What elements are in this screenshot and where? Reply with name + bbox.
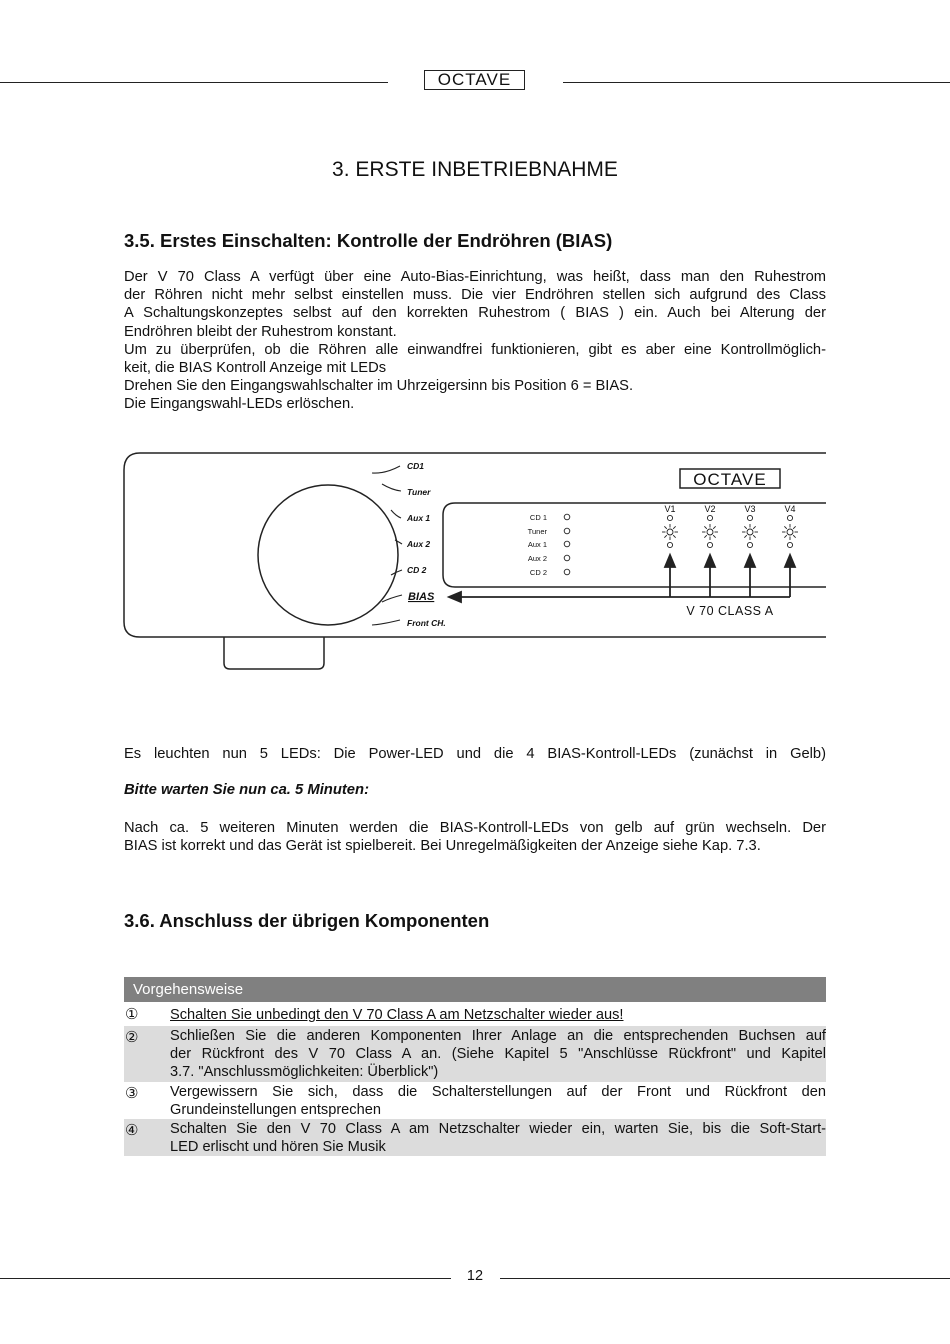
tube-label-v1: V1: [664, 504, 676, 514]
tube-led: [787, 515, 792, 520]
tube-led: [667, 542, 672, 547]
front-panel-diagram: [0, 440, 950, 680]
input-led: [564, 555, 570, 561]
table-row: [124, 1026, 826, 1082]
step-number: ④: [125, 1122, 139, 1139]
body-line: Nach ca. 5 weiteren Minuten werden die BIAS-Kontroll-LEDs von gelb auf grün wechseln. Der: [124, 820, 826, 836]
procedure-table: [124, 977, 826, 1156]
bias-result-text: [124, 819, 826, 855]
led-label-aux2: Aux 2: [527, 554, 547, 563]
step-number: ①: [125, 1006, 139, 1023]
tube-led: [707, 515, 712, 520]
tube-led-lit: [702, 524, 718, 540]
arrow-head: [449, 592, 461, 602]
page-number: 12: [466, 1268, 484, 1284]
table-row: [124, 1002, 826, 1026]
step-text: Schalten Sie unbedingt den V 70 Class A am Netzschalter wieder aus!: [170, 1007, 624, 1023]
page-title: 3. ERSTE INBETRIEBNAHME: [332, 158, 618, 181]
tube-led-lit: [662, 524, 678, 540]
input-led: [564, 541, 570, 547]
tube-label-v4: V4: [784, 504, 796, 514]
tube-led: [747, 542, 752, 547]
body-line: Endröhren bleibt der Ruhestrom konstant.: [124, 323, 397, 340]
tube-led: [667, 515, 672, 520]
body-line: BIAS ist korrekt und das Gerät ist spielbereit. Bei Unregelmäßigkeiten der Anzeige siehe Kap. 7.3.: [124, 838, 761, 855]
input-led: [564, 514, 570, 520]
arrow-head: [745, 555, 755, 567]
arrow-head: [665, 555, 675, 567]
step-text: der Rückfront des V 70 Class A an. (Siehe Kapitel 5 "Anschlüsse Rückfront" und Kapitel: [170, 1046, 826, 1062]
tube-led: [747, 515, 752, 520]
body-line: Die Eingangswahl-LEDs erlöschen.: [124, 396, 355, 413]
knob-label-aux1: Aux 1: [407, 513, 431, 523]
body-line: der Röhren nicht mehr selbst einstellen muss. Die vier Endröhren stellen sich aufgrund des Class: [124, 287, 826, 304]
led-label-cd2: CD 2: [529, 568, 547, 577]
section-3-5-body: [124, 268, 826, 414]
input-led: [564, 528, 570, 534]
knob-label-cd2: CD 2: [407, 565, 427, 575]
step-text: 3.7. "Anschlussmöglichkeiten: Überblick"): [170, 1064, 439, 1080]
body-line: Es leuchten nun 5 LEDs: Die Power-LED und die 4 BIAS-Kontroll-LEDs (zunächst in Gelb): [124, 746, 826, 762]
knob-label-tuner: Tuner: [407, 487, 431, 497]
led-label-tuner: Tuner: [527, 527, 547, 536]
octave-logo: OCTAVE: [424, 70, 525, 90]
arrow-head: [785, 555, 795, 567]
wait-text: Bitte warten Sie nun ca. 5 Minuten:: [124, 782, 370, 798]
body-line: Drehen Sie den Eingangswahlschalter im Uhrzeigersinn bis Position 6 = BIAS.: [124, 378, 634, 395]
header-rule-left: [0, 82, 388, 83]
tube-led: [707, 542, 712, 547]
step-text: Grundeinstellungen entsprechen: [170, 1102, 381, 1118]
step-text: LED erlischt und hören Sie Musik: [170, 1139, 386, 1155]
knob-label-front: Front CH.: [407, 618, 446, 628]
tube-led: [787, 542, 792, 547]
tube-label-v3: V3: [744, 504, 756, 514]
knob-label-bias: BIAS: [408, 591, 435, 603]
input-led: [564, 569, 570, 575]
step-text: Schließen Sie die anderen Komponenten Ihrer Anlage an die entsprechenden Buchsen auf: [170, 1028, 826, 1044]
knob-label-aux2: Aux 2: [407, 539, 431, 549]
led-label-aux1: Aux 1: [527, 540, 547, 549]
leds-text: [124, 745, 826, 763]
section-heading-3-6: 3.6. Anschluss der übrigen Komponenten: [124, 910, 490, 931]
panel-logo: OCTAVE: [693, 470, 767, 489]
body-line: Um zu überprüfen, ob die Röhren alle einwandfrei funktionieren, gibt es aber eine Kontrollmöglich-: [124, 341, 826, 358]
model-label: V 70 CLASS A: [686, 604, 774, 618]
body-line: keit, die BIAS Kontroll Anzeige mit LEDs: [124, 360, 387, 377]
arrow-head: [705, 555, 715, 567]
input-selector-knob: [258, 485, 398, 625]
step-number: ③: [125, 1085, 139, 1102]
header-rule-right: [563, 82, 950, 83]
tube-label-v2: V2: [704, 504, 716, 514]
led-label-cd1: CD 1: [529, 513, 547, 522]
step-text: Vergewissern Sie sich, dass die Schalterstellungen auf der Front und Rückfront den: [170, 1084, 826, 1100]
table-row: [124, 1119, 826, 1156]
table-header: Vorgehensweise: [124, 977, 826, 1002]
knob-label-cd1: CD1: [407, 461, 425, 471]
step-text: Schalten Sie den V 70 Class A am Netzschalter wieder ein, warten Sie, bis die Soft-Start-: [170, 1121, 826, 1137]
table-row: [124, 1082, 826, 1119]
tube-led-lit: [782, 524, 798, 540]
body-line: A Schaltungskonzeptes selbst auf den korrekten Ruhestrom ( BIAS ) ein. Auch bei Alterung der: [124, 305, 826, 322]
step-number: ②: [125, 1029, 139, 1046]
section-heading-3-5: 3.5. Erstes Einschalten: Kontrolle der Endröhren (BIAS): [124, 230, 613, 251]
tube-led-lit: [742, 524, 758, 540]
body-line: Der V 70 Class A verfügt über eine Auto-Bias-Einrichtung, was heißt, dass man den Ruhestrom: [124, 269, 826, 285]
